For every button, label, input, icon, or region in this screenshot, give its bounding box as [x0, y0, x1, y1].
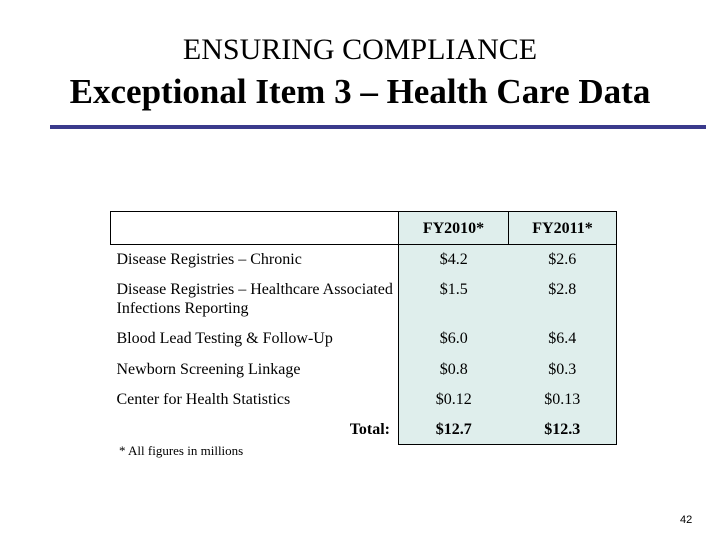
row-label: Center for Health Statistics — [116, 391, 291, 408]
row-label: Newborn Screening Linkage — [116, 361, 301, 378]
slide-title-line2: Exceptional Item 3 – Health Care Data — [69, 72, 651, 111]
table-row — [111, 355, 617, 385]
row-value-fy2011: $0.13 — [509, 385, 617, 415]
row-value-fy2010: $1.5 — [399, 275, 509, 323]
budget-table — [110, 211, 617, 445]
table-row — [111, 245, 617, 275]
total-label: Total: — [349, 421, 390, 438]
row-value-fy2011: $2.8 — [509, 275, 617, 323]
total-value-fy2011: $12.3 — [509, 415, 617, 445]
title-divider — [50, 125, 706, 129]
row-value-fy2011: $2.6 — [509, 245, 617, 275]
page-number: 42 — [680, 514, 693, 526]
slide-title-line1: ENSURING COMPLIANCE — [182, 33, 538, 66]
row-value-fy2010: $6.0 — [399, 323, 509, 355]
row-value-fy2010: $4.2 — [399, 245, 509, 275]
table-row — [111, 385, 617, 415]
footnote: * All figures in millions — [119, 443, 244, 458]
table-row — [111, 323, 617, 355]
header-empty-cell — [111, 212, 399, 245]
row-value-fy2011: $6.4 — [509, 323, 617, 355]
row-label: Blood Lead Testing & Follow-Up — [116, 330, 333, 347]
table-header-row — [111, 212, 617, 245]
row-label: Disease Registries – Chronic — [116, 251, 302, 269]
row-label: Disease Registries – Healthcare Associated Infections Reporting — [116, 280, 393, 317]
row-value-fy2010: $0.8 — [399, 355, 509, 385]
column-header-fy2010: FY2010* — [399, 212, 509, 245]
table-row — [111, 275, 617, 323]
row-value-fy2011: $0.3 — [509, 355, 617, 385]
table-total-row — [111, 415, 617, 445]
column-header-fy2011: FY2011* — [509, 212, 617, 245]
total-value-fy2010: $12.7 — [399, 415, 509, 445]
row-value-fy2010: $0.12 — [399, 385, 509, 415]
